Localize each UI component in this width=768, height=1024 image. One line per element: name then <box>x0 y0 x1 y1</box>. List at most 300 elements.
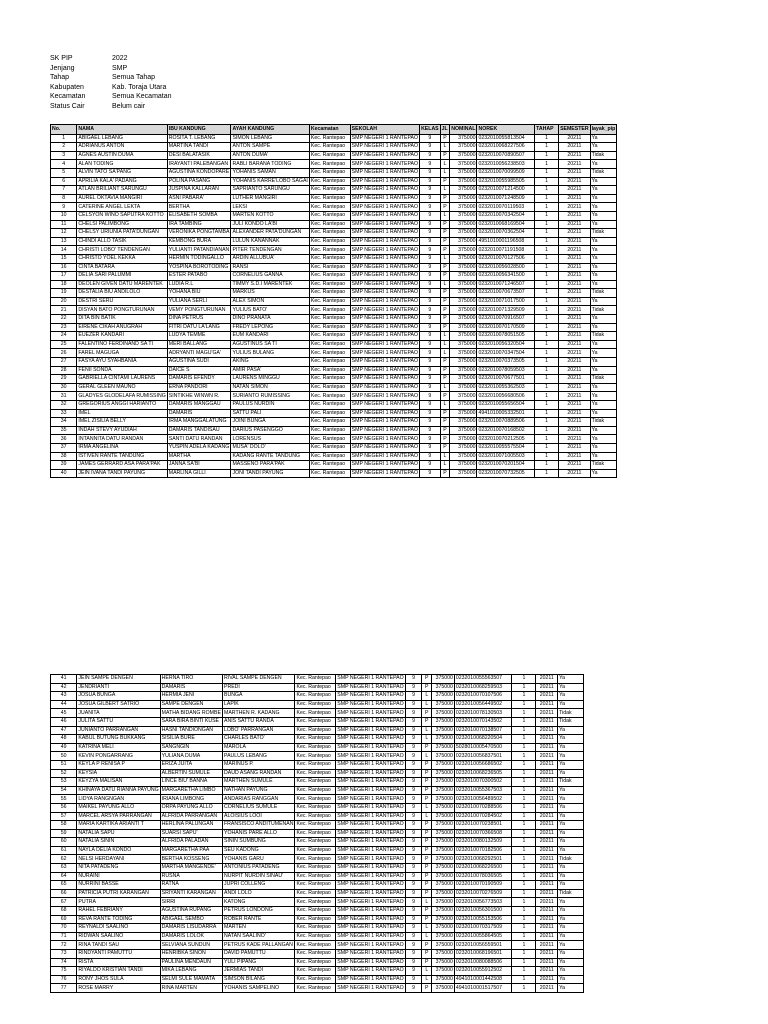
cell-nama: NELSI HERDAYANI <box>77 855 160 864</box>
cell-tahap: 1 <box>512 769 536 778</box>
cell-nama: CHRISTO YOEL KEKKA <box>77 254 167 263</box>
cell-nominal: 375000 <box>432 881 455 890</box>
cell-kelas: 9 <box>420 306 441 315</box>
cell-semester: 20211 <box>559 340 591 349</box>
cell-kelas: 9 <box>420 332 441 341</box>
cell-jl: P <box>422 717 432 726</box>
table-row <box>51 272 617 281</box>
cell-nominal: 375000 <box>450 461 477 470</box>
cell-layak-pip: Ya <box>590 237 617 246</box>
cell-nominal: 375000 <box>432 907 455 916</box>
cell-nama: INDAH STEVY AYUDIAH <box>77 426 167 435</box>
cell-layak-pip: Tidak <box>590 332 617 341</box>
cell-norek: 0232010056680506 <box>477 392 535 401</box>
cell-jl: P <box>440 418 450 427</box>
cell-nominal: 375000 <box>432 717 455 726</box>
cell-nama: KATRINA MELI <box>77 743 160 752</box>
cell-kelas: 9 <box>405 769 422 778</box>
cell-layak-pip: Ya <box>558 907 584 916</box>
cell-semester: 20211 <box>559 349 591 358</box>
cell-jl: P <box>422 950 432 959</box>
cell-ayah-kandung: YOHANIS SAMAN <box>231 168 309 177</box>
cell-jl: P <box>422 881 432 890</box>
column-header-jl: JL <box>440 125 450 135</box>
cell-kelas: 9 <box>405 950 422 959</box>
table-row <box>51 332 617 341</box>
cell-kelas: 9 <box>420 418 441 427</box>
cell-semester: 20211 <box>559 323 591 332</box>
cell-sekolah: SMP NEGERI 1 RANTEPAO <box>351 358 419 365</box>
cell-ayah-kandung: MARTEN KOTTO <box>231 211 309 220</box>
cell-semester: 20211 <box>536 967 558 976</box>
cell-tahap: 1 <box>512 692 536 701</box>
table-row <box>51 426 617 435</box>
cell-ibu-kandung: AGUSTINA KONDOPARE <box>168 169 230 176</box>
cell-ibu-kandung: VEMY PONGTURUNAN <box>167 306 231 315</box>
cell-semester: 20211 <box>536 743 558 752</box>
cell-ayah-kandung: SIMON LEBANG <box>231 134 309 143</box>
cell-ayah-kandung: SATTU PALI <box>231 409 309 418</box>
cell-semester: 20211 <box>536 907 558 916</box>
cell-sekolah: SMP NEGERI 1 RANTEPAO <box>337 872 404 879</box>
cell-semester: 20211 <box>536 786 558 795</box>
cell-sekolah: SMP NEGERI 1 RANTEPAO <box>337 752 404 759</box>
cell-jl: P <box>422 941 432 950</box>
cell-jl: P <box>440 246 450 255</box>
cell-sekolah: SMP NEGERI 1 RANTEPAO <box>337 838 404 845</box>
cell-layak-pip: Ya <box>590 246 617 255</box>
table-row <box>51 435 617 444</box>
table-row <box>51 306 617 315</box>
table-row <box>51 743 584 752</box>
cell-semester: 20211 <box>559 461 591 470</box>
cell-tahap: 1 <box>535 435 559 444</box>
cell-jl: P <box>422 743 432 752</box>
cell-tahap: 1 <box>512 898 536 907</box>
cell-ibu-kandung: MATHA BIDANG ROMBE <box>161 709 221 716</box>
cell-norek: 4951010001196508 <box>477 237 535 246</box>
cell-layak-pip: Ya <box>590 435 617 444</box>
cell-semester: 20211 <box>559 452 591 461</box>
cell-kelas: 9 <box>405 743 422 752</box>
cell-no: 6 <box>51 177 77 186</box>
cell-ibu-kandung: DAMARIS MANGGAU <box>167 401 231 410</box>
table-row <box>51 134 617 143</box>
cell-semester: 20211 <box>536 932 558 941</box>
cell-tahap: 1 <box>535 160 559 169</box>
cell-kelas: 9 <box>405 967 422 976</box>
cell-ayah-kandung: DINO PRANATA <box>231 315 309 324</box>
cell-tahap: 1 <box>512 855 536 864</box>
cell-ayah-kandung: YULIUS BULANG <box>231 349 309 358</box>
cell-nominal: 375000 <box>450 280 477 289</box>
cell-kecamatan: Kec. Rantepao <box>295 975 336 984</box>
cell-no: 34 <box>51 418 77 427</box>
cell-tahap: 1 <box>535 409 559 418</box>
cell-jl: L <box>440 280 450 289</box>
cell-norek: 0232010070300502 <box>454 778 512 787</box>
table-row <box>51 752 584 761</box>
cell-semester: 20211 <box>559 375 591 384</box>
table-row <box>51 821 584 830</box>
cell-sekolah: SMP NEGERI 1 RANTEPAO <box>351 409 419 416</box>
cell-kecamatan: Kec. Rantepao <box>295 786 336 795</box>
cell-sekolah: SMP NEGERI 1 RANTEPAO <box>351 392 419 399</box>
cell-tahap: 1 <box>535 401 559 410</box>
cell-kecamatan: Kec. Rantepao <box>295 898 336 907</box>
cell-ibu-kandung: ALBERTIN SUMULE <box>160 769 222 778</box>
table-row <box>51 297 617 306</box>
cell-jl: L <box>422 975 432 984</box>
cell-kecamatan: Kec. Rantepao <box>295 795 336 804</box>
cell-sekolah: SMP NEGERI 1 RANTEPAO <box>351 323 419 330</box>
cell-nominal: 375000 <box>450 358 477 367</box>
cell-semester: 20211 <box>559 272 591 281</box>
cell-nama: MARCEL ARSYA PARRANGAN <box>77 812 160 821</box>
cell-no: 75 <box>51 967 77 976</box>
cell-nama: ADRIANUS ANTON <box>77 143 167 152</box>
cell-jl: L <box>422 692 432 701</box>
cell-layak-pip: Ya <box>558 683 584 692</box>
cell-semester: 20211 <box>536 821 558 830</box>
cell-tahap: 1 <box>535 151 559 160</box>
cell-kelas: 9 <box>420 143 441 152</box>
cell-semester: 20211 <box>536 898 558 907</box>
cell-kecamatan: Kec. Rantepao <box>309 134 350 143</box>
cell-no: 30 <box>51 383 77 392</box>
cell-layak-pip: Tidak <box>590 418 617 427</box>
cell-kelas: 9 <box>420 254 441 263</box>
cell-ayah-kandung: DAVID PAMUTTU <box>223 950 295 959</box>
cell-kecamatan: Kec. Rantepao <box>309 220 350 229</box>
cell-jl: P <box>422 855 432 864</box>
cell-layak-pip: Ya <box>590 426 617 435</box>
cell-sekolah: SMP NEGERI 1 RANTEPAO <box>337 786 404 793</box>
table-row <box>51 709 584 718</box>
table-row <box>51 237 617 246</box>
meta-value: SMP <box>112 64 128 72</box>
cell-nominal: 375000 <box>450 340 477 349</box>
table-row <box>51 726 584 735</box>
cell-kecamatan: Kec. Rantepao <box>295 889 336 898</box>
cell-jl: P <box>422 838 432 847</box>
cell-layak-pip: Ya <box>590 194 617 203</box>
table-row <box>51 975 584 984</box>
cell-kecamatan: Kec. Rantepao <box>309 306 350 315</box>
cell-no: 41 <box>51 675 77 684</box>
cell-norek: 5028010005470500 <box>454 743 512 752</box>
cell-jl: P <box>440 443 450 452</box>
table-row <box>51 469 617 478</box>
cell-ibu-kandung: HERNA TIRO <box>160 675 222 684</box>
cell-sekolah: SMP NEGERI 1 RANTEPAO <box>351 452 419 459</box>
cell-norek: 0232010056449502 <box>454 700 512 709</box>
cell-norek: 0232010070190509 <box>454 881 512 890</box>
cell-layak-pip: Ya <box>558 675 584 684</box>
cell-no: 13 <box>51 237 77 246</box>
cell-layak-pip: Ya <box>590 186 617 195</box>
cell-kecamatan: Kec. Rantepao <box>309 168 350 177</box>
cell-ayah-kandung: YULIUS BATO' <box>231 306 309 315</box>
cell-sekolah: SMP NEGERI 1 RANTEPAO <box>351 186 419 193</box>
cell-jl: P <box>422 769 432 778</box>
cell-norek: 0232010068220504 <box>454 735 512 744</box>
table-row <box>51 795 584 804</box>
cell-semester: 20211 <box>536 855 558 864</box>
cell-sekolah: SMP NEGERI 1 RANTEPAO <box>337 967 404 974</box>
meta-row <box>50 54 172 64</box>
cell-nominal: 375000 <box>450 418 477 427</box>
cell-ayah-kandung: MUSA' DOLO' <box>231 443 309 452</box>
cell-nama: KHINAYA DATU RIANNA PAYUNG <box>78 786 159 793</box>
cell-ibu-kandung: MARTHA MANGENDE' <box>160 864 222 873</box>
cell-no: 17 <box>51 272 77 281</box>
cell-norek: 0232010080088506 <box>454 958 512 967</box>
column-header-norek: NOREK <box>477 125 535 135</box>
cell-nama: FENII SONDA <box>77 366 167 375</box>
cell-norek: 0232010078051505 <box>477 332 535 341</box>
cell-kelas: 9 <box>420 469 441 478</box>
cell-semester: 20211 <box>559 315 591 324</box>
cell-ayah-kandung: PETRUS LONDONG <box>223 907 295 916</box>
cell-tahap: 1 <box>535 194 559 203</box>
cell-nama: KEYZYA MALISAN <box>77 778 160 787</box>
cell-layak-pip: Ya <box>590 452 617 461</box>
meta-row <box>50 73 172 83</box>
cell-ibu-kandung: MARTINA TANDI <box>167 143 231 152</box>
cell-jl: P <box>440 229 450 238</box>
cell-kecamatan: Kec. Rantepao <box>295 683 336 692</box>
cell-nominal: 375000 <box>450 306 477 315</box>
cell-ibu-kandung: DAMARIS <box>167 409 231 418</box>
cell-layak-pip: Ya <box>590 272 617 281</box>
cell-no: 37 <box>51 443 77 452</box>
cell-no: 3 <box>51 151 77 160</box>
cell-layak-pip: Ya <box>558 735 584 744</box>
cell-tahap: 1 <box>512 786 536 795</box>
cell-no: 56 <box>51 803 77 812</box>
column-header-sekolah: SEKOLAH <box>350 125 419 135</box>
cell-norek: 0232010070889506 <box>477 418 535 427</box>
cell-layak-pip: Tidak <box>590 461 617 470</box>
cell-kecamatan: Kec. Rantepao <box>295 769 336 778</box>
cell-sekolah: SMP NEGERI 1 RANTEPAO <box>351 418 419 425</box>
cell-kecamatan: Kec. Rantepao <box>309 203 350 212</box>
cell-kelas: 9 <box>420 443 441 452</box>
cell-ibu-kandung: HERMIN TODINGALLO <box>167 254 231 263</box>
cell-semester: 20211 <box>536 864 558 873</box>
cell-ibu-kandung: IRIANA LIMBONG <box>160 795 222 804</box>
cell-kecamatan: Kec. Rantepao <box>295 941 336 950</box>
table-row <box>51 358 617 367</box>
cell-nama: NATALIA SININ <box>77 838 160 847</box>
cell-ibu-kandung: ALFRIDA PALADAN <box>160 838 222 847</box>
table-row <box>51 375 617 384</box>
cell-nama: JUNIANTO PARRANGAN <box>77 726 160 735</box>
cell-kelas: 9 <box>405 675 422 684</box>
cell-tahap: 1 <box>512 778 536 787</box>
cell-nominal: 375000 <box>432 726 455 735</box>
cell-norek: 0232010070732505 <box>477 469 535 478</box>
cell-nominal: 375000 <box>450 220 477 229</box>
cell-kecamatan: Kec. Rantepao <box>309 297 350 306</box>
cell-nama: RIYALDO KRISTIAN TANDI <box>77 967 160 976</box>
cell-ibu-kandung: SELVIANA SUNDUN <box>160 941 222 950</box>
cell-ayah-kandung: FREDY LEPONG <box>231 323 309 332</box>
cell-layak-pip: Ya <box>558 769 584 778</box>
cell-layak-pip: Ya <box>558 803 584 812</box>
cell-layak-pip: Ya <box>558 821 584 830</box>
cell-nominal: 375000 <box>450 383 477 392</box>
cell-layak-pip: Ya <box>558 752 584 761</box>
cell-kelas: 9 <box>405 752 422 761</box>
cell-nominal: 375000 <box>432 975 455 984</box>
cell-tahap: 1 <box>512 760 536 769</box>
cell-sekolah: SMP NEGERI 1 RANTEPAO <box>337 933 404 939</box>
cell-tahap: 1 <box>512 846 536 855</box>
cell-nominal: 375000 <box>450 143 477 152</box>
cell-jl: L <box>422 700 432 709</box>
cell-sekolah: SMP NEGERI 1 RANTEPAO <box>337 890 404 897</box>
cell-no: 63 <box>51 864 77 873</box>
cell-tahap: 1 <box>512 975 536 984</box>
cell-nominal: 375000 <box>450 151 477 160</box>
cell-kelas: 9 <box>420 229 441 238</box>
cell-semester: 20211 <box>559 168 591 177</box>
cell-semester: 20211 <box>536 692 558 701</box>
cell-kelas: 9 <box>420 349 441 358</box>
cell-nama: GREGORIUS ANGGI HARIANTO <box>77 401 167 410</box>
cell-tahap: 1 <box>535 315 559 324</box>
cell-sekolah: SMP NEGERI 1 RANTEPAO <box>351 280 419 287</box>
cell-ayah-kandung: ROBER RANTE <box>223 915 295 924</box>
cell-layak-pip: Ya <box>558 984 584 993</box>
cell-norek: 0232010055864505 <box>454 932 512 941</box>
cell-ayah-kandung: AKING <box>231 358 309 367</box>
cell-ayah-kandung: ANTONIUS PATADENG <box>223 864 295 873</box>
cell-ayah-kandung: ALEXANDER PATA'DUNGAN <box>231 229 309 238</box>
cell-norek: 0232010070212505 <box>477 435 535 444</box>
cell-no: 69 <box>51 915 77 924</box>
cell-sekolah: SMP NEGERI 1 RANTEPAO <box>351 246 419 253</box>
cell-sekolah: SMP NEGERI 1 RANTEPAO <box>337 941 404 948</box>
cell-norek: 0232010055153506 <box>454 915 512 924</box>
cell-jl: L <box>440 168 450 177</box>
cell-ayah-kandung: MARTHEN SUMULE <box>223 778 295 787</box>
column-header-nama: NAMA <box>77 125 167 135</box>
cell-ibu-kandung: IRA TAMBING <box>167 220 231 229</box>
cell-norek: 0232010070182506 <box>454 846 512 855</box>
cell-layak-pip: Ya <box>590 211 617 220</box>
cell-ayah-kandung: RIVAL SAMPE DENGEN <box>223 675 295 684</box>
cell-tahap: 1 <box>535 186 559 195</box>
cell-norek: 0232010070362504 <box>477 229 535 238</box>
cell-norek: 0232010071246507 <box>477 280 535 289</box>
cell-nama: JULITA SATTU <box>77 717 160 726</box>
cell-tahap: 1 <box>535 375 559 384</box>
cell-layak-pip: Ya <box>558 898 584 907</box>
table-row <box>51 203 617 212</box>
cell-ibu-kandung: YULIANA DUMA <box>160 752 222 761</box>
cell-kecamatan: Kec. Rantepao <box>295 709 336 718</box>
cell-norek: 0232010070201504 <box>477 461 535 470</box>
cell-layak-pip: Tidak <box>590 306 617 315</box>
cell-kelas: 9 <box>420 323 441 332</box>
cell-nominal: 375000 <box>450 272 477 281</box>
cell-jl: L <box>422 967 432 976</box>
cell-semester: 20211 <box>559 435 591 444</box>
cell-semester: 20211 <box>536 709 558 718</box>
table-row <box>51 289 617 298</box>
table-row <box>51 220 617 229</box>
table-row <box>51 941 584 950</box>
cell-layak-pip: Ya <box>590 443 617 452</box>
cell-jl: P <box>440 435 450 444</box>
cell-tahap: 1 <box>512 924 536 933</box>
cell-nama: KABUL BUTUNG BUKKANG <box>77 735 160 744</box>
cell-norek: 0232010055362503 <box>477 383 535 392</box>
cell-tahap: 1 <box>535 289 559 298</box>
cell-nama: INTANNITA DATU RANDAN <box>77 435 167 444</box>
cell-nama: DELIA SARI PALUMMI <box>77 272 167 281</box>
cell-ibu-kandung: AGUSTINA RUPANG <box>160 907 222 916</box>
cell-semester: 20211 <box>559 246 591 255</box>
table-row <box>51 211 617 220</box>
cell-nama: GLADYES GLODELAFA RUMISSING <box>78 392 166 399</box>
cell-nominal: 375000 <box>432 889 455 898</box>
cell-ibu-kandung: RATNA <box>160 881 222 890</box>
cell-ibu-kandung: MARGARETHA LIMBO <box>160 786 222 795</box>
cell-nominal: 375000 <box>450 349 477 358</box>
cell-no: 5 <box>51 168 77 177</box>
cell-jl: P <box>422 683 432 692</box>
cell-jl: P <box>440 358 450 367</box>
cell-nama: JEIN SAMPE DENGEN <box>77 675 160 684</box>
cell-jl: L <box>440 383 450 392</box>
cell-semester: 20211 <box>536 700 558 709</box>
cell-kelas: 9 <box>405 812 422 821</box>
cell-tahap: 1 <box>512 864 536 873</box>
cell-nominal: 375000 <box>432 821 455 830</box>
cell-ayah-kandung: CORNELIUS GANNA <box>231 272 309 281</box>
cell-ibu-kandung: IRMA MANGGALATUNG <box>167 418 231 427</box>
cell-layak-pip: Tidak <box>558 855 584 864</box>
cell-kecamatan: Kec. Rantepao <box>309 426 350 435</box>
cell-ayah-kandung: CHARLES BATO' <box>223 735 295 744</box>
cell-norek: 0232010068236505 <box>454 769 512 778</box>
cell-tahap: 1 <box>512 675 536 684</box>
cell-layak-pip: Ya <box>590 358 617 367</box>
cell-layak-pip: Ya <box>558 872 584 881</box>
cell-sekolah: SMP NEGERI 1 RANTEPAO <box>351 426 419 433</box>
cell-tahap: 1 <box>512 889 536 898</box>
cell-kecamatan: Kec. Rantepao <box>295 915 336 924</box>
cell-kecamatan: Kec. Rantepao <box>295 984 336 993</box>
cell-kecamatan: Kec. Rantepao <box>309 358 350 367</box>
cell-kecamatan: Kec. Rantepao <box>295 967 336 976</box>
cell-tahap: 1 <box>535 263 559 272</box>
cell-sekolah: SMP NEGERI 1 RANTEPAO <box>337 881 404 888</box>
cell-kelas: 9 <box>405 717 422 726</box>
cell-norek: 0232010055563507 <box>454 675 512 684</box>
cell-sekolah: SMP NEGERI 1 RANTEPAO <box>337 821 404 828</box>
cell-norek: 0232010070143502 <box>454 717 512 726</box>
cell-nama: RINA TANDI SAU <box>77 941 160 950</box>
cell-nominal: 375000 <box>432 675 455 684</box>
cell-ibu-kandung: YOHANA BIU <box>167 289 231 298</box>
cell-norek: 0232010071017500 <box>477 297 535 306</box>
cell-sekolah: SMP NEGERI 1 RANTEPAO <box>351 435 419 442</box>
